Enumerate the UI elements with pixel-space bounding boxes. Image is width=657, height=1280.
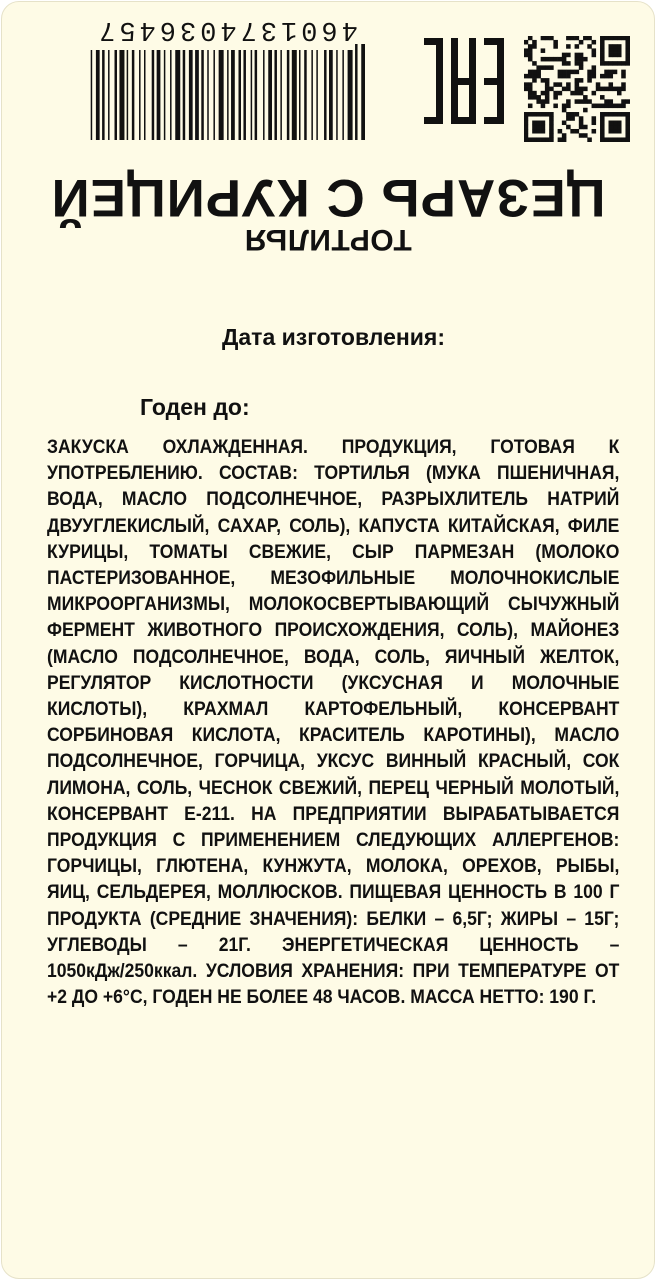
product-label <box>1 1 655 1279</box>
best-before-label: Годен до: <box>140 394 250 420</box>
manufacture-date-label: Дата изготовления: <box>222 324 446 350</box>
product-type: ТОРТИЛЬЯ <box>244 223 412 256</box>
upside-down-header <box>2 2 654 282</box>
qr-code <box>524 36 630 142</box>
product-name: ЦЕЗАРЬ С КУРИЦЕЙ <box>50 168 606 227</box>
barcode-number: 4601374036457 <box>95 14 358 44</box>
barcode-bars <box>84 44 369 140</box>
barcode <box>84 10 369 140</box>
eac-mark <box>424 38 504 124</box>
eac-logo-icon <box>424 38 504 124</box>
composition-text: ЗАКУСКА ОХЛАЖДЕННАЯ. ПРОДУКЦИЯ, ГОТОВАЯ К УПОТРЕБЛЕНИЮ. СОСТАВ: ТОРТИЛЬЯ (МУКА ПШЕНИЧНАЯ, ВОДА, МАСЛО ПОДСОЛНЕЧНОЕ, РАЗРЫХЛИТЕЛЬ НАТРИЙ ДВУУГЛЕКИСЛЫЙ, САХАР, СОЛЬ), КАПУСТА КИТАЙСКАЯ, ФИЛЕ КУРИЦЫ, ТОМАТЫ СВЕЖИЕ, СЫР ПАРМЕЗАН (МОЛОКО ПАСТЕРИЗОВАННОЕ, МЕЗОФИЛЬНЫЕ МОЛОЧНОКИСЛЫЕ МИКРООРГАНИЗМЫ, МОЛОКОСВЕРТЫВАЮЩИЙ СЫЧУЖНЫЙ ФЕРМЕНТ ЖИВОТНОГО ПРОИСХОЖДЕНИЯ, СОЛЬ), МАЙОНЕЗ (МАСЛО ПОДСОЛНЕЧНОЕ, ВОДА, СОЛЬ, ЯИЧНЫЙ ЖЕЛТОК, РЕГУЛЯТОР КИСЛОТНОСТИ (УКСУСНАЯ И МОЛОЧНЫЕ КИСЛОТЫ), КРАХМАЛ КАРТОФЕЛЬНЫЙ, КОНСЕРВАНТ СОРБИНОВАЯ КИСЛОТА, КРАСИТЕЛЬ КАРОТИНЫ), МАСЛО ПОДСОЛНЕЧНОЕ, ГОРЧИЦА, УКСУС ВИННЫЙ КРАСНЫЙ, СОК ЛИМОНА, СОЛЬ, ЧЕСНОК СВЕЖИЙ, ПЕРЕЦ ЧЕРНЫЙ МОЛОТЫЙ, КОНСЕРВАНТ Е-211. НА ПРЕДПРИЯТИИ ВЫРАБАТЫВАЕТСЯ ПРОДУКЦИЯ С ПРИМЕНЕНИЕМ СЛЕДУЮЩИХ АЛЛЕРГЕНОВ: ГОРЧИЦЫ, ГЛЮТЕНА, КУНЖУТА, МОЛОКА, ОРЕХОВ, РЫБЫ, ЯИЦ, СЕЛЬДЕРЕЯ, МОЛЛЮСКОВ. ПИЩЕВАЯ ЦЕННОСТЬ В 100 Г ПРОДУКТА (СРЕДНИЕ ЗНАЧЕНИЯ): БЕЛКИ – 6,5Г; ЖИРЫ – 15Г; УГЛЕВОДЫ – 21Г. ЭНЕРГЕТИЧЕСКАЯ ЦЕННОСТЬ – 1050кДж/250ккал. УСЛОВИЯ ХРАНЕНИЯ: ПРИ ТЕМПЕРАТУРЕ ОТ +2 ДО +6°С, ГОДЕН НЕ БОЛЕЕ 48 ЧАСОВ. МАССА НЕТТО: 190 Г. <box>47 436 620 1009</box>
qr-code-icon <box>524 36 630 142</box>
